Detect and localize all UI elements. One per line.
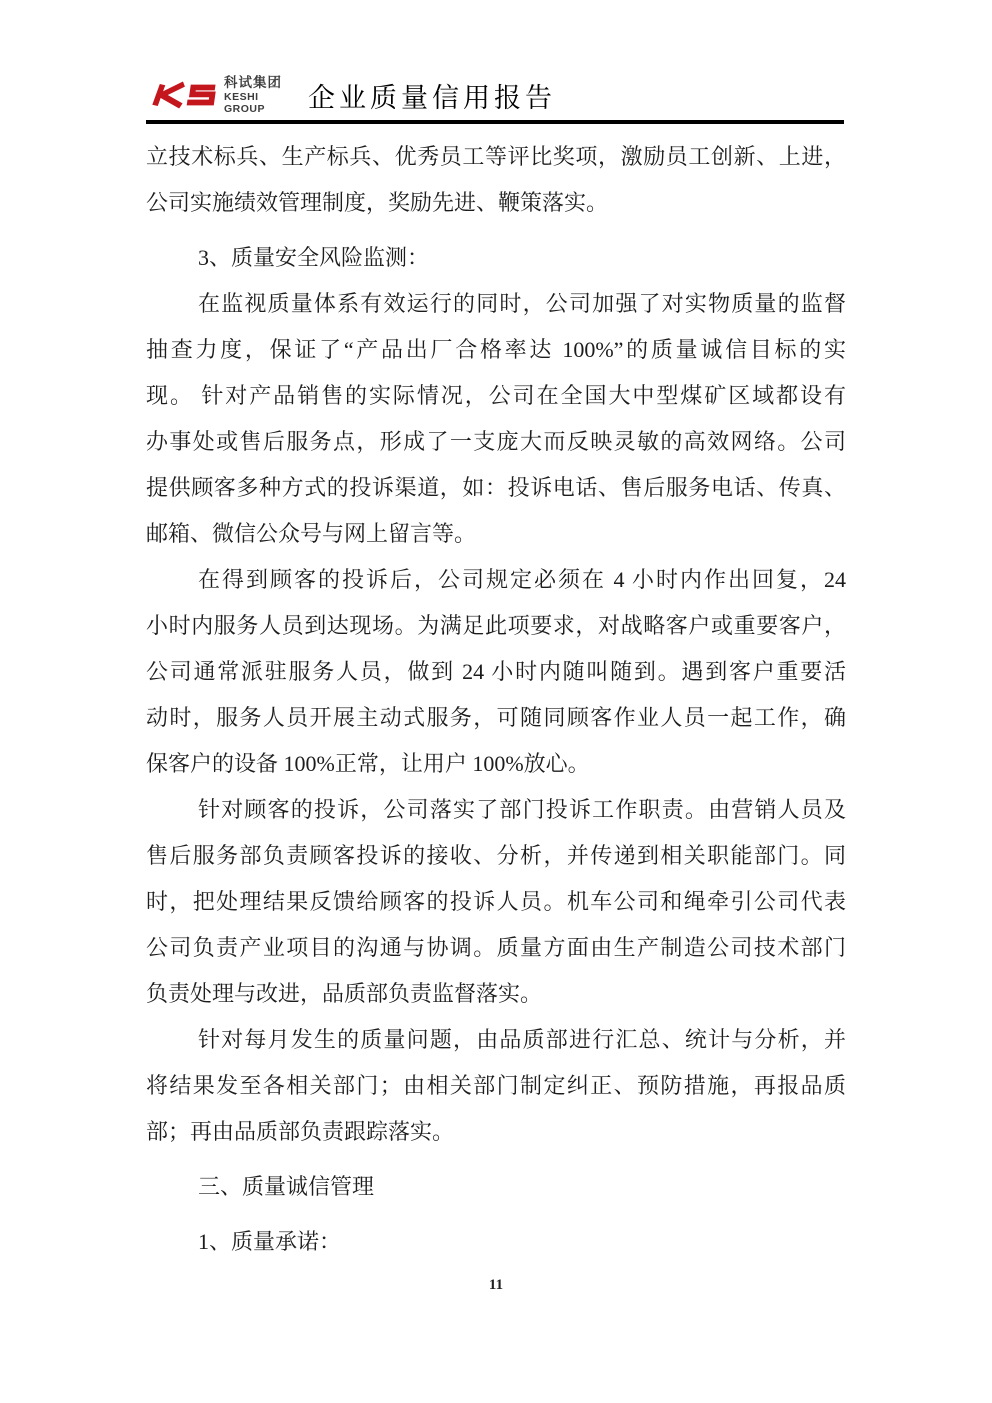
text-line: 1、质量承诺： bbox=[198, 1229, 342, 1254]
text-line: 动时，服务人员开展主动式服务，可随同顾客作业人员一起工作，确 bbox=[146, 705, 846, 730]
text-line: 针对顾客的投诉，公司落实了部门投诉工作职责。由营销人员及 bbox=[198, 797, 846, 822]
text-line: 立技术标兵、生产标兵、优秀员工等评比奖项，激励员工创新、上进， bbox=[146, 144, 846, 169]
logo-company-name-en-1: KESHI bbox=[224, 91, 259, 104]
text-line: 公司实施绩效管理制度，奖励先进、鞭策落实。 bbox=[146, 190, 609, 215]
text-line: 售后服务部负责顾客投诉的接收、分析，并传递到相关职能部门。同 bbox=[146, 843, 846, 868]
section-heading bbox=[146, 1219, 846, 1265]
text-line: 部；再由品质部负责跟踪落实。 bbox=[146, 1119, 455, 1144]
text-line: 小时内服务人员到达现场。为满足此项要求，对战略客户或重要客户， bbox=[146, 613, 846, 638]
text-line: 时，把处理结果反馈给顾客的投诉人员。机车公司和绳牵引公司代表 bbox=[146, 889, 846, 914]
document-title: 企业质量信用报告 bbox=[308, 82, 556, 113]
text-line: 3、质量安全风险监测： bbox=[198, 245, 430, 270]
page-footer bbox=[0, 1276, 992, 1294]
text-line: 公司负责产业项目的沟通与协调。质量方面由生产制造公司技术部门 bbox=[146, 935, 846, 960]
text-line: 针对每月发生的质量问题，由品质部进行汇总、统计与分析，并 bbox=[198, 1027, 846, 1052]
document-body bbox=[146, 134, 846, 1265]
paragraph bbox=[146, 787, 846, 1017]
logo-company-name-en-2: GROUP bbox=[224, 102, 266, 115]
text-line: 办事处或售后服务点，形成了一支庞大而反映灵敏的高效网络。公司 bbox=[146, 429, 846, 454]
section-heading bbox=[146, 1164, 846, 1210]
text-line: 提供顾客多种方式的投诉渠道，如：投诉电话、售后服务电话、传真、 bbox=[146, 475, 846, 500]
ks-logo-icon bbox=[146, 77, 218, 113]
header-divider-rule bbox=[146, 120, 844, 124]
text-line: 将结果发至各相关部门；由相关部门制定纠正、预防措施，再报品质 bbox=[146, 1073, 846, 1098]
logo-company-name-cn: 科试集团 bbox=[224, 74, 282, 90]
company-logo bbox=[146, 75, 282, 115]
paragraph bbox=[146, 557, 846, 787]
text-line: 公司通常派驻服务人员，做到 24 小时内随叫随到。遇到客户重要活 bbox=[146, 659, 846, 684]
text-line: 邮箱、微信公众号与网上留言等。 bbox=[146, 521, 477, 546]
paragraph bbox=[146, 281, 846, 557]
text-line: 在监视质量体系有效运行的同时，公司加强了对实物质量的监督 bbox=[198, 291, 846, 316]
text-line: 三、质量诚信管理 bbox=[198, 1174, 375, 1199]
text-line: 保客户的设备 100%正常，让用户 100%放心。 bbox=[146, 751, 590, 776]
text-line: 现。 针对产品销售的实际情况，公司在全国大中型煤矿区域都设有 bbox=[146, 383, 846, 408]
page-header bbox=[146, 72, 846, 118]
logo-text-block bbox=[224, 76, 282, 115]
text-line: 在得到顾客的投诉后，公司规定必须在 4 小时内作出回复，24 bbox=[198, 567, 846, 592]
paragraph bbox=[146, 134, 846, 226]
paragraph bbox=[146, 1017, 846, 1155]
page-number: 11 bbox=[488, 1277, 504, 1293]
text-line: 负责处理与改进，品质部负责监督落实。 bbox=[146, 981, 543, 1006]
section-heading bbox=[146, 235, 846, 281]
text-line: 抽查力度，保证了“产品出厂合格率达 100%”的质量诚信目标的实 bbox=[146, 337, 846, 362]
